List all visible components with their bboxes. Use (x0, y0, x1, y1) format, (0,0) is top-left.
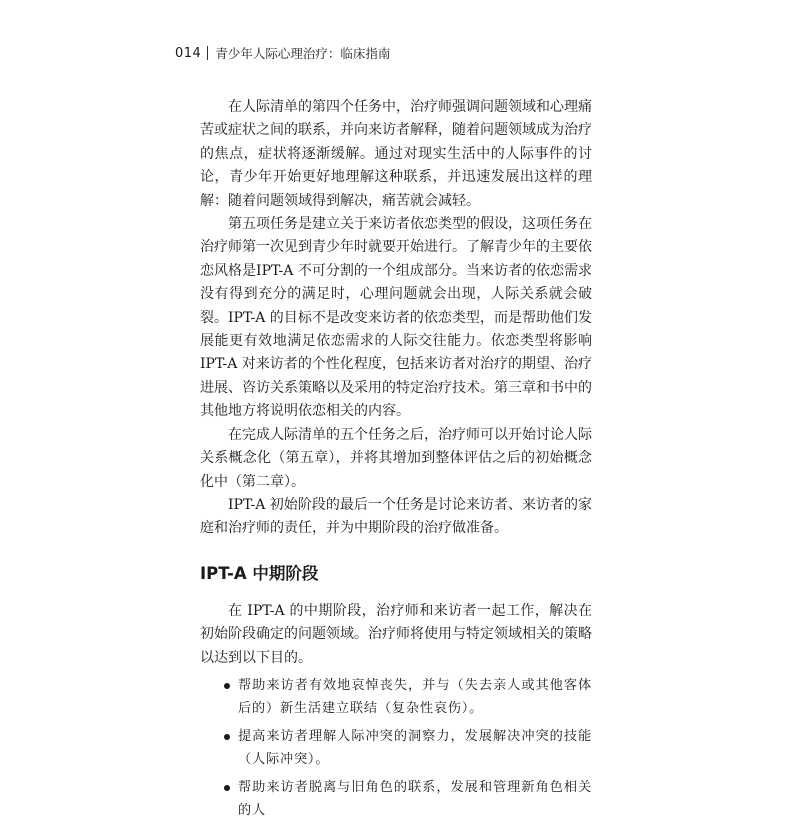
list-item-text: 帮助来访者有效地哀悼丧失，并与（失去亲人或其他客体后的）新生活建立联结（复杂性哀伤）。 (238, 677, 592, 717)
page-number: 014 (175, 45, 202, 61)
list-item-text: 提高来访者理解人际冲突的洞察力，发展解决冲突的技能（人际冲突）。 (238, 728, 592, 768)
list-item (200, 776, 592, 823)
bullet-icon (224, 785, 230, 791)
section-intro: 在 IPT-A 的中期阶段，治疗师和来访者一起工作，解决在初始阶段确定的问题领域。治疗师将使用与特定领域相关的策略以达到以下目的。 (200, 602, 592, 666)
section-heading: IPT-A 中期阶段 (200, 563, 319, 583)
paragraph-conceptualization: 在完成人际清单的五个任务之后，治疗师可以开始讨论人际关系概念化（第五章），并将其增加到整体评估之后的初始概念化中（第二章）。 (200, 426, 592, 490)
list-item-text: 帮助来访者脱离与旧角色的联系，发展和管理新角色相关的人 (238, 779, 592, 818)
header-divider (207, 46, 208, 60)
bullet-icon (224, 734, 230, 740)
paragraph-final-task: IPT-A 初始阶段的最后一个任务是讨论来访者、来访者的家庭和治疗师的责任，并为中期阶段的治疗做准备。 (200, 496, 592, 537)
list-item (200, 674, 592, 721)
paragraph-task-four: 在人际清单的第四个任务中，治疗师强调问题领域和心理痛苦或症状之间的联系，并向来访者解释，随着问题领域成为治疗的焦点，症状将逐渐缓解。通过对现实生活中的人际事件的讨论，青少年开始更好地理解这种联系，并迅速发展出这样的理解：随着问题领域得到解决，痛苦就会减轻。 (200, 99, 592, 209)
paragraph-task-five: 第五项任务是建立关于来访者依恋类型的假设，这项任务在治疗师第一次见到青少年时就要开始进行。了解青少年的主要依恋风格是IPT-A 不可分割的一个组成部分。当来访者的依恋需求没有得到充分的满足时，心理问题就会出现，人际关系就会破裂。IPT-A 的目标不是改变来访者的依恋类型，而是帮助他们发展能更有效地满足依恋需求的人际交往能力。依恋类型将影响 IPT-A 对来访者的个性化程度，包括来访者对治疗的期望、治疗进展、咨访关系策略以及采用的特定治疗技术。第三章和书中的其他地方将说明依恋相关的内容。 (200, 216, 592, 420)
running-header (175, 44, 390, 62)
body-text (200, 96, 592, 826)
book-title: 青少年人际心理治疗：临床指南 (215, 46, 391, 61)
goal-list (200, 674, 592, 822)
bullet-icon (224, 683, 230, 689)
list-item (200, 725, 592, 772)
